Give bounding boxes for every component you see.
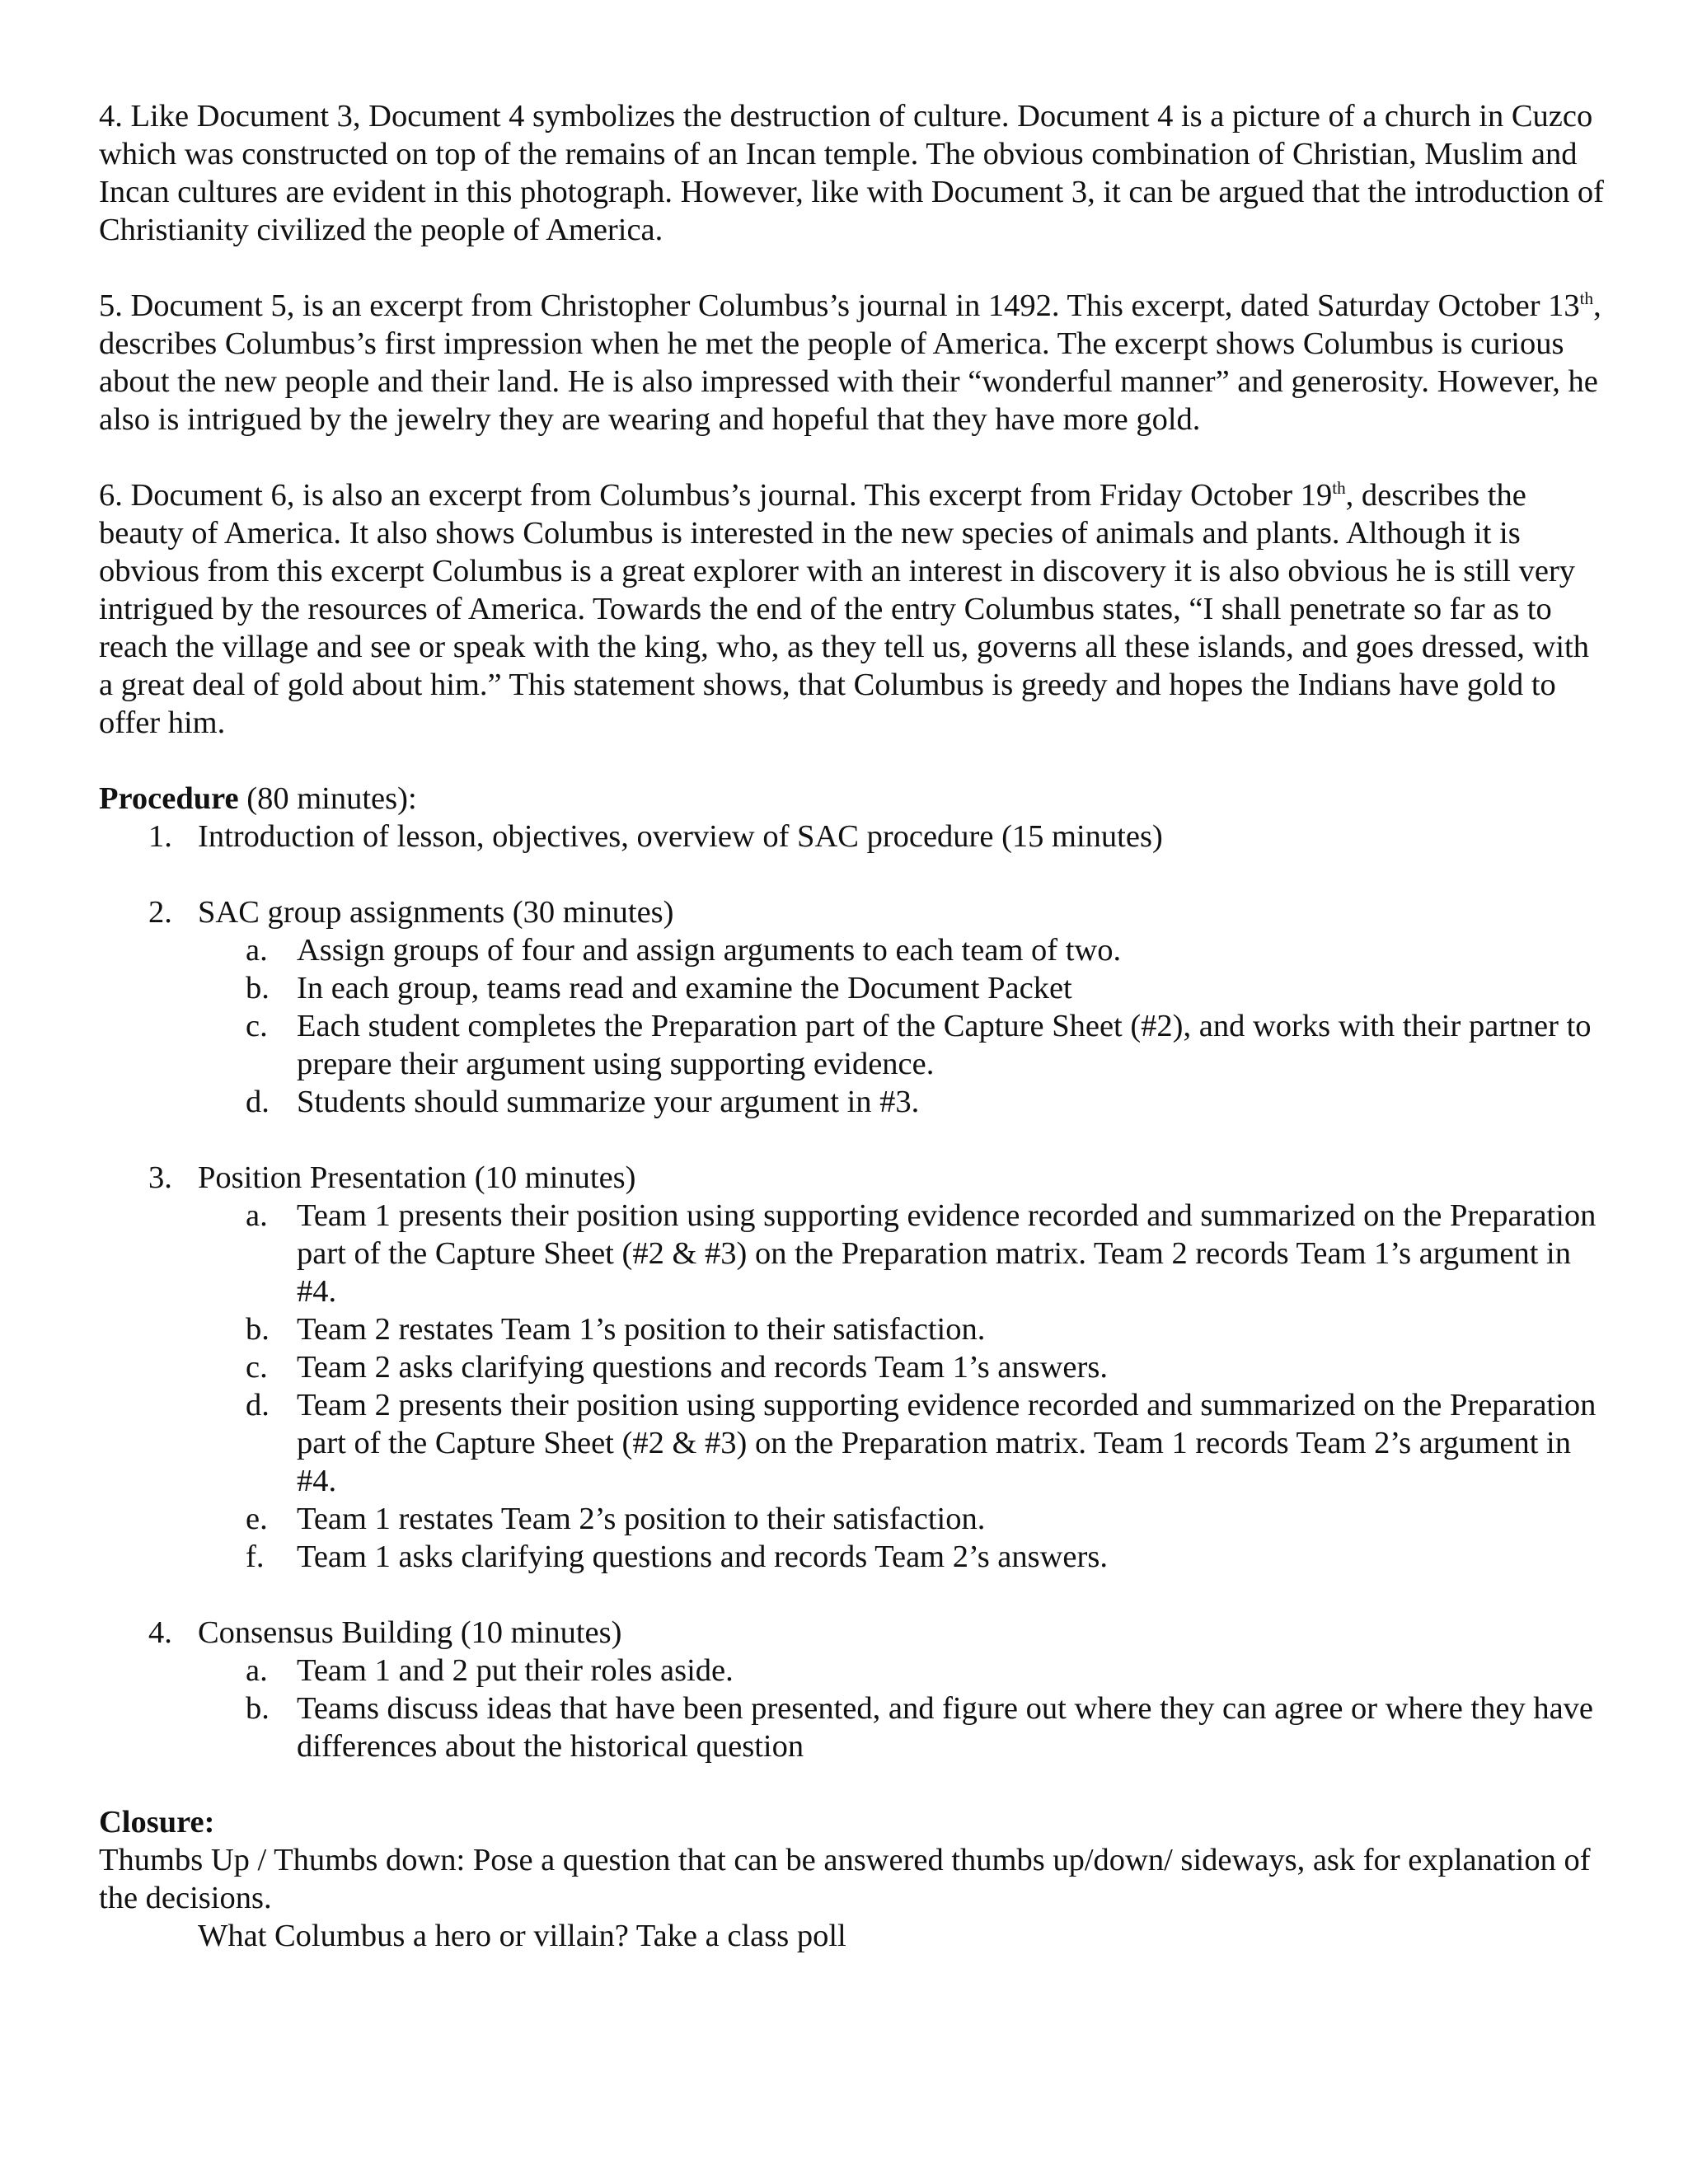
procedure-step	[99, 1614, 1607, 1652]
step-number: 2.	[148, 895, 172, 930]
procedure-heading	[99, 780, 1607, 818]
procedure-substep	[99, 1690, 1607, 1765]
substep-letter: c.	[246, 1350, 268, 1385]
paragraph-document-6-text-a: 6. Document 6, is also an excerpt from Columbus’s journal. This excerpt from Friday October 19	[99, 478, 1333, 513]
substep-letter: e.	[246, 1502, 268, 1536]
substep-letter: a.	[246, 1653, 268, 1688]
procedure-substep	[99, 1197, 1607, 1310]
substep-letter: b.	[246, 1691, 270, 1726]
procedure-substep	[99, 931, 1607, 969]
step-number: 3.	[148, 1160, 172, 1195]
substep-letter: a.	[246, 933, 268, 968]
closure-heading: Closure:	[99, 1805, 215, 1840]
procedure-substep	[99, 1500, 1607, 1538]
procedure-substep	[99, 1386, 1607, 1500]
substep-text: Assign groups of four and assign arguments to each team of two.	[297, 933, 1122, 968]
procedure-step	[99, 1159, 1607, 1197]
substep-text: Students should summarize your argument in #3.	[297, 1085, 920, 1119]
substep-letter: b.	[246, 1312, 270, 1347]
step-number: 4.	[148, 1615, 172, 1650]
paragraph-document-6-text-b: , describes the beauty of America. It also shows Columbus is interested in the new species of animals and plants. Although it is obvious from this excerpt Columbus is a great explorer with an interest in discovery it is also obvious he is still very intrigued by the resources of America. Towards the end of the entry Columbus states, “I shall penetrate so far as to reach the village and see or speak with the king, who, as they tell us, governs all these islands, and goes dressed, with a great deal of gold about him.” This statement shows, that Columbus is greedy and hopes the Indians have gold to offer him.	[99, 478, 1589, 740]
paragraph-document-6	[99, 476, 1607, 742]
procedure-substep	[99, 969, 1607, 1007]
substep-letter: c.	[246, 1009, 268, 1043]
step-text: Consensus Building (10 minutes)	[198, 1615, 622, 1650]
procedure-substep	[99, 1310, 1607, 1348]
paragraph-document-4	[99, 97, 1607, 249]
substep-text: Team 1 presents their position using supporting evidence recorded and summarized on the Preparation part of the Capture Sheet (#2 & #3) on the Preparation matrix. Team 2 records Team 1’s argument in #4.	[297, 1198, 1597, 1309]
procedure-substep	[99, 1348, 1607, 1386]
procedure-heading-note: (80 minutes):	[238, 781, 417, 816]
paragraph-document-5-text-b: , describes Columbus’s first impression when he met the people of America. The excerpt shows Columbus is curious about the new people and their land. He is also impressed with their “wonderful manner” and generosity. However, he also is intrigued by the jewelry they are wearing and hopeful that they have more gold.	[99, 288, 1601, 437]
step-text: Position Presentation (10 minutes)	[198, 1160, 636, 1195]
procedure-step	[99, 893, 1607, 931]
step-number: 1.	[148, 819, 172, 854]
document-page	[99, 97, 1607, 1955]
substep-text: In each group, teams read and examine the Document Packet	[297, 971, 1072, 1005]
procedure-substep	[99, 1538, 1607, 1576]
step-text: SAC group assignments (30 minutes)	[198, 895, 674, 930]
procedure-substep	[99, 1083, 1607, 1121]
substep-text: Teams discuss ideas that have been presented, and figure out where they can agree or where they have differences about the historical question	[297, 1691, 1594, 1764]
substep-text: Team 2 presents their position using supporting evidence recorded and summarized on the Preparation part of the Capture Sheet (#2 & #3) on the Preparation matrix. Team 1 records Team 2’s argument in #4.	[297, 1388, 1597, 1498]
paragraph-document-5	[99, 287, 1607, 438]
substep-letter: d.	[246, 1388, 270, 1422]
procedure-heading-label: Procedure	[99, 781, 239, 816]
substep-text: Team 2 asks clarifying questions and records Team 1’s answers.	[297, 1350, 1108, 1385]
procedure-list	[99, 818, 1607, 1765]
procedure-substep	[99, 1652, 1607, 1690]
paragraph-document-5-text-a: 5. Document 5, is an excerpt from Christopher Columbus’s journal in 1492. This excerpt, dated Saturday October 13	[99, 288, 1580, 323]
procedure-step	[99, 818, 1607, 855]
step-text: Introduction of lesson, objectives, overview of SAC procedure (15 minutes)	[198, 819, 1163, 854]
substep-letter: a.	[246, 1198, 268, 1233]
substep-letter: d.	[246, 1085, 270, 1119]
closure-text: Thumbs Up / Thumbs down: Pose a question that can be answered thumbs up/down/ sideways, ask for explanation of the decisions.	[99, 1843, 1591, 1915]
substep-text: Each student completes the Preparation part of the Capture Sheet (#2), and works with their partner to prepare their argument using supporting evidence.	[297, 1009, 1592, 1081]
substep-text: Team 1 asks clarifying questions and records Team 2’s answers.	[297, 1540, 1108, 1574]
substep-text: Team 2 restates Team 1’s position to their satisfaction.	[297, 1312, 986, 1347]
substep-letter: f.	[246, 1540, 265, 1574]
ordinal-superscript: th	[1579, 288, 1594, 309]
substep-letter: b.	[246, 971, 270, 1005]
substep-text: Team 1 restates Team 2’s position to their satisfaction.	[297, 1502, 986, 1536]
substep-text: Team 1 and 2 put their roles aside.	[297, 1653, 734, 1688]
procedure-substep	[99, 1007, 1607, 1083]
paragraph-document-4-text: 4. Like Document 3, Document 4 symbolizes the destruction of culture. Document 4 is a picture of a church in Cuzco which was constructed on top of the remains of an Incan temple. The obvious combination of Christian, Muslim and Incan cultures are evident in this photograph. However, like with Document 3, it can be argued that the introduction of Christianity civilized the people of America.	[99, 99, 1604, 247]
ordinal-superscript: th	[1332, 478, 1346, 499]
closure-question: What Columbus a hero or villain? Take a class poll	[198, 1919, 846, 1953]
